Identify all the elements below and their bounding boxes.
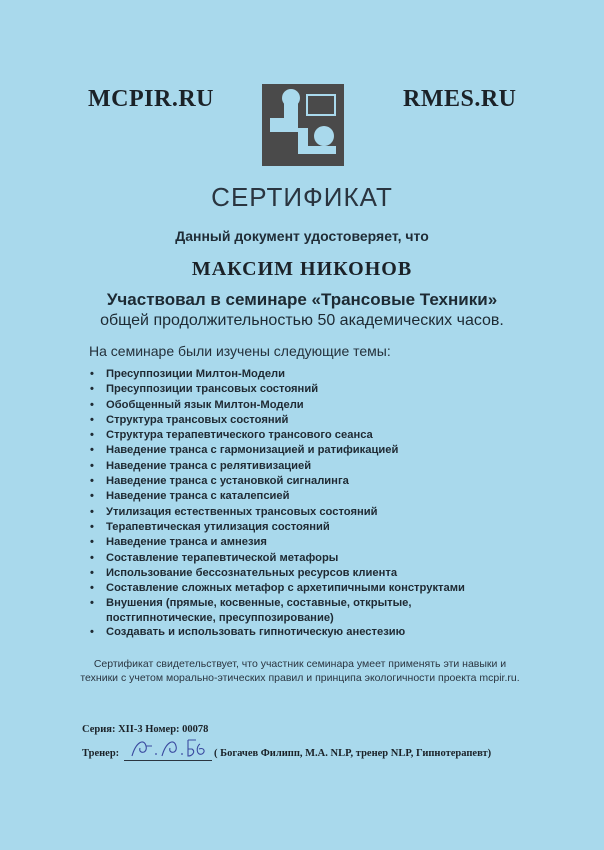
list-item: • Пресуппозиции Милтон-Модели (90, 367, 510, 382)
bullet-icon: • (90, 444, 94, 457)
site-rmes: RMES.RU (403, 86, 517, 112)
site-mcpir: MCPIR.RU (88, 86, 214, 112)
certificate-subtitle: Данный документ удостоверяет, что (175, 228, 429, 244)
list-item: • Структура трансовых состояний (90, 413, 510, 428)
list-item: • Утилизация естественных трансовых состояний (90, 505, 510, 520)
bullet-icon: • (90, 551, 94, 564)
certificate-note: Сертификат свидетельствует, что участник семинара умеет применять эти навыки и техники с учетом морально-этических правил и принципа экологичности проекта mcpir.ru. (80, 658, 520, 684)
list-item: • Структура терапевтического трансового сеанса (90, 428, 510, 443)
list-item: • Создавать и использовать гипнотическую анестезию (90, 625, 510, 640)
bullet-icon: • (90, 368, 94, 380)
bullet-icon: • (90, 490, 94, 503)
bullet-icon: • (90, 413, 94, 426)
list-item: • Пресуппозиции трансовых состояний (90, 382, 510, 397)
topics-intro: На семинаре были изучены следующие темы: (89, 343, 391, 359)
list-item: • Составление сложных метафор с архетипичными конструктами (90, 581, 510, 596)
list-item: • Наведение транса с каталепсией (90, 489, 510, 504)
certificate-title: СЕРТИФИКАТ (211, 182, 393, 212)
bullet-icon: • (90, 536, 94, 549)
list-item: • Наведение транса с гармонизацией и ратификацией (90, 443, 510, 458)
series-number: Серия: XII-3 Номер: 00078 (82, 724, 209, 735)
bullet-icon: • (90, 398, 94, 411)
bullet-icon: • (90, 383, 94, 396)
list-item: • Составление терапевтической метафоры (90, 551, 510, 566)
bullet-icon: • (90, 626, 94, 639)
list-item: • Наведение транса с релятивизацией (90, 459, 510, 474)
bullet-icon: • (90, 505, 94, 518)
list-item: • Обобщенный язык Милтон-Модели (90, 398, 510, 413)
list-item: • Наведение транса с установкой сигналинга (90, 474, 510, 489)
list-item: • Внушения (прямые, косвенные, составные, открытые, постгипнотические, пресуппозирование) (90, 597, 412, 624)
bullet-icon: • (90, 459, 94, 472)
list-item: • Наведение транса и амнезия (90, 535, 510, 550)
list-item: • Использование бессознательных ресурсов клиента (90, 566, 510, 581)
bullet-icon: • (90, 520, 94, 533)
bullet-icon: • (90, 597, 94, 610)
trainer-info: ( Богачев Филипп, M.A. NLP, тренер NLP, Гипнотерапевт) (214, 748, 492, 759)
bullet-icon: • (90, 566, 94, 579)
signature (126, 732, 216, 762)
trainer-label: Тренер: (82, 748, 120, 759)
bullet-icon: • (90, 429, 94, 442)
recipient-name: МАКСИМ НИКОНОВ (191, 258, 413, 280)
bullet-icon: • (90, 475, 94, 488)
topics-list (90, 367, 510, 641)
seminar-title: Участвовал в семинаре «Трансовые Техники» (106, 290, 498, 309)
seminar-duration: общей продолжительностью 50 академических часов. (100, 312, 504, 329)
bullet-icon: • (90, 582, 94, 595)
list-item: • Терапевтическая утилизация состояний (90, 520, 510, 535)
logo-icon (262, 84, 344, 166)
